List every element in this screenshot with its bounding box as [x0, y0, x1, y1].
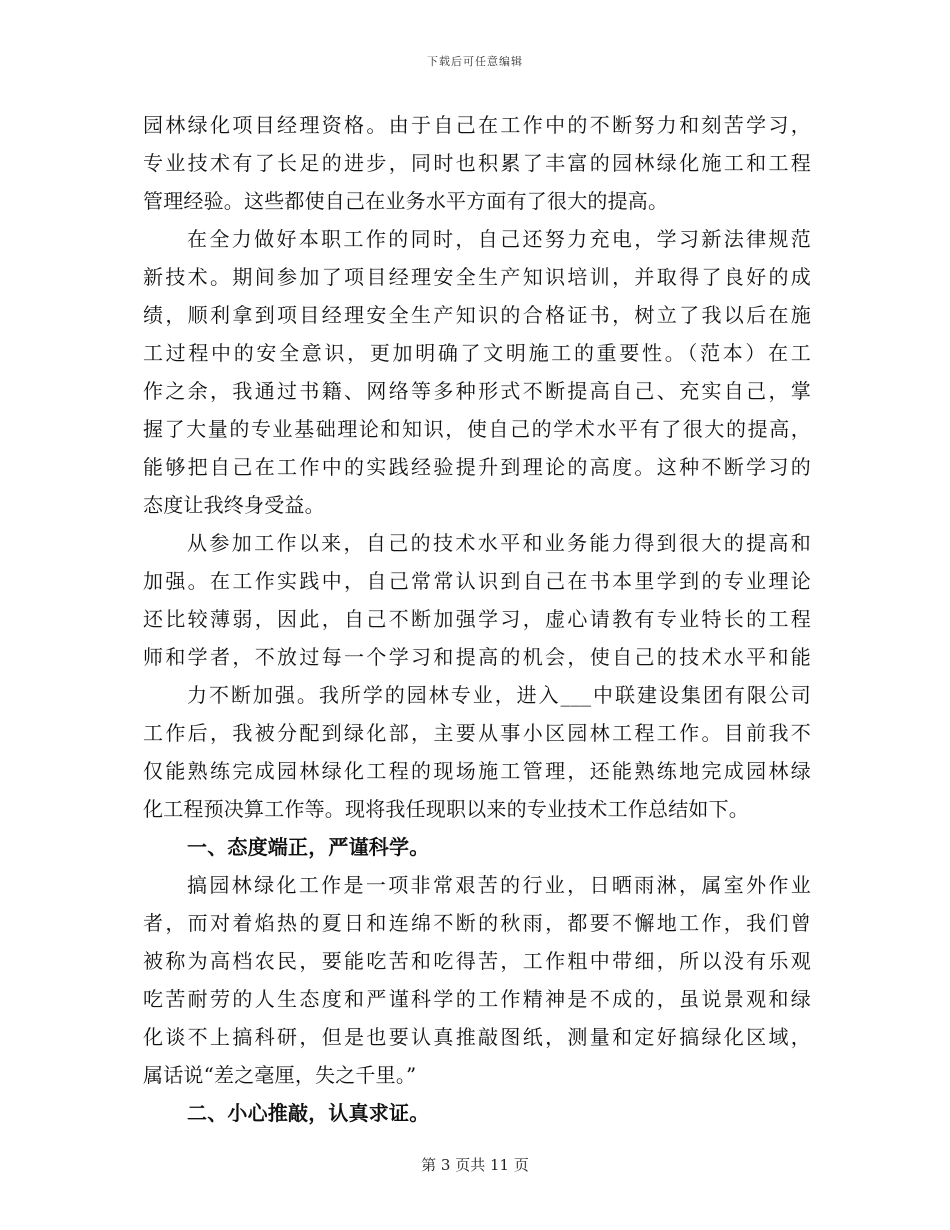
text-line: 在全力做好本职工作的同时，自己还努力充电，学习新法律规范: [187, 227, 811, 251]
text-line: 化谈不上搞科研，但是也要认真推敲图纸，测量和定好搞绿化区域，: [143, 1025, 811, 1049]
text-line: 师和学者，不放过每一个学习和提高的机会，使自己的技术水平和能: [143, 645, 811, 669]
text-line: 作之余，我通过书籍、网络等多种形式不断提高自己、充实自己，掌: [143, 379, 811, 403]
text-line: 属话说“差之毫厘，失之千里。”: [143, 1063, 417, 1087]
text-line: 化工程预决算工作等。现将我任现职以来的专业技术工作总结如下。: [143, 797, 749, 821]
page-header: 下载后可任意编辑: [427, 55, 523, 68]
text-line: 力不断加强。我所学的园林专业，进入___中联建设集团有限公司: [187, 683, 811, 707]
text-line: 新技术。期间参加了项目经理安全生产知识培训，并取得了良好的成: [143, 265, 811, 289]
text-line: 被称为高档农民，要能吃苦和吃得苦，工作粗中带细，所以没有乐观: [143, 949, 811, 973]
section-heading: 一、态度端正，严谨科学。: [187, 835, 430, 859]
text-line: 仅能熟练完成园林绿化工程的现场施工管理，还能熟练地完成园林绿: [143, 759, 811, 783]
text-line: 从参加工作以来，自己的技术水平和业务能力得到很大的提高和: [187, 531, 811, 555]
text-line: 能够把自己在工作中的实践经验提升到理论的高度。这种不断学习的: [143, 455, 811, 479]
text-line: 者，而对着焰热的夏日和连绵不断的秋雨，都要不懈地工作，我们曾: [143, 911, 811, 935]
text-line: 工过程中的安全意识，更加明确了文明施工的重要性。（范本）在工: [143, 341, 811, 365]
document-body: [143, 106, 811, 1132]
text-line: 工作后，我被分配到绿化部，主要从事小区园林工程工作。目前我不: [143, 721, 811, 745]
text-line: 园林绿化项目经理资格。由于自己在工作中的不断努力和刻苦学习，: [143, 113, 811, 137]
text-line: 绩，顺利拿到项目经理安全生产知识的合格证书，树立了我以后在施: [143, 303, 811, 327]
text-line: 还比较薄弱，因此，自己不断加强学习，虚心请教有专业特长的工程: [143, 607, 811, 631]
text-line: 吃苦耐劳的人生态度和严谨科学的工作精神是不成的，虽说景观和绿: [143, 987, 811, 1011]
text-line: 专业技术有了长足的进步，同时也积累了丰富的园林绿化施工和工程: [143, 151, 811, 175]
text-line: 管理经验。这些都使自己在业务水平方面有了很大的提高。: [143, 189, 669, 213]
text-line: 握了大量的专业基础理论和知识，使自己的学术水平有了很大的提高，: [143, 417, 811, 441]
section-heading: 二、小心推敲，认真求证。: [187, 1101, 430, 1125]
page-footer: 第 3 页共 11 页: [421, 1156, 529, 1174]
text-line: 搞园林绿化工作是一项非常艰苦的行业，日晒雨淋，属室外作业: [187, 873, 811, 897]
text-line: 态度让我终身受益。: [143, 493, 325, 517]
text-line: 加强。在工作实践中，自己常常认识到自己在书本里学到的专业理论: [143, 569, 811, 593]
